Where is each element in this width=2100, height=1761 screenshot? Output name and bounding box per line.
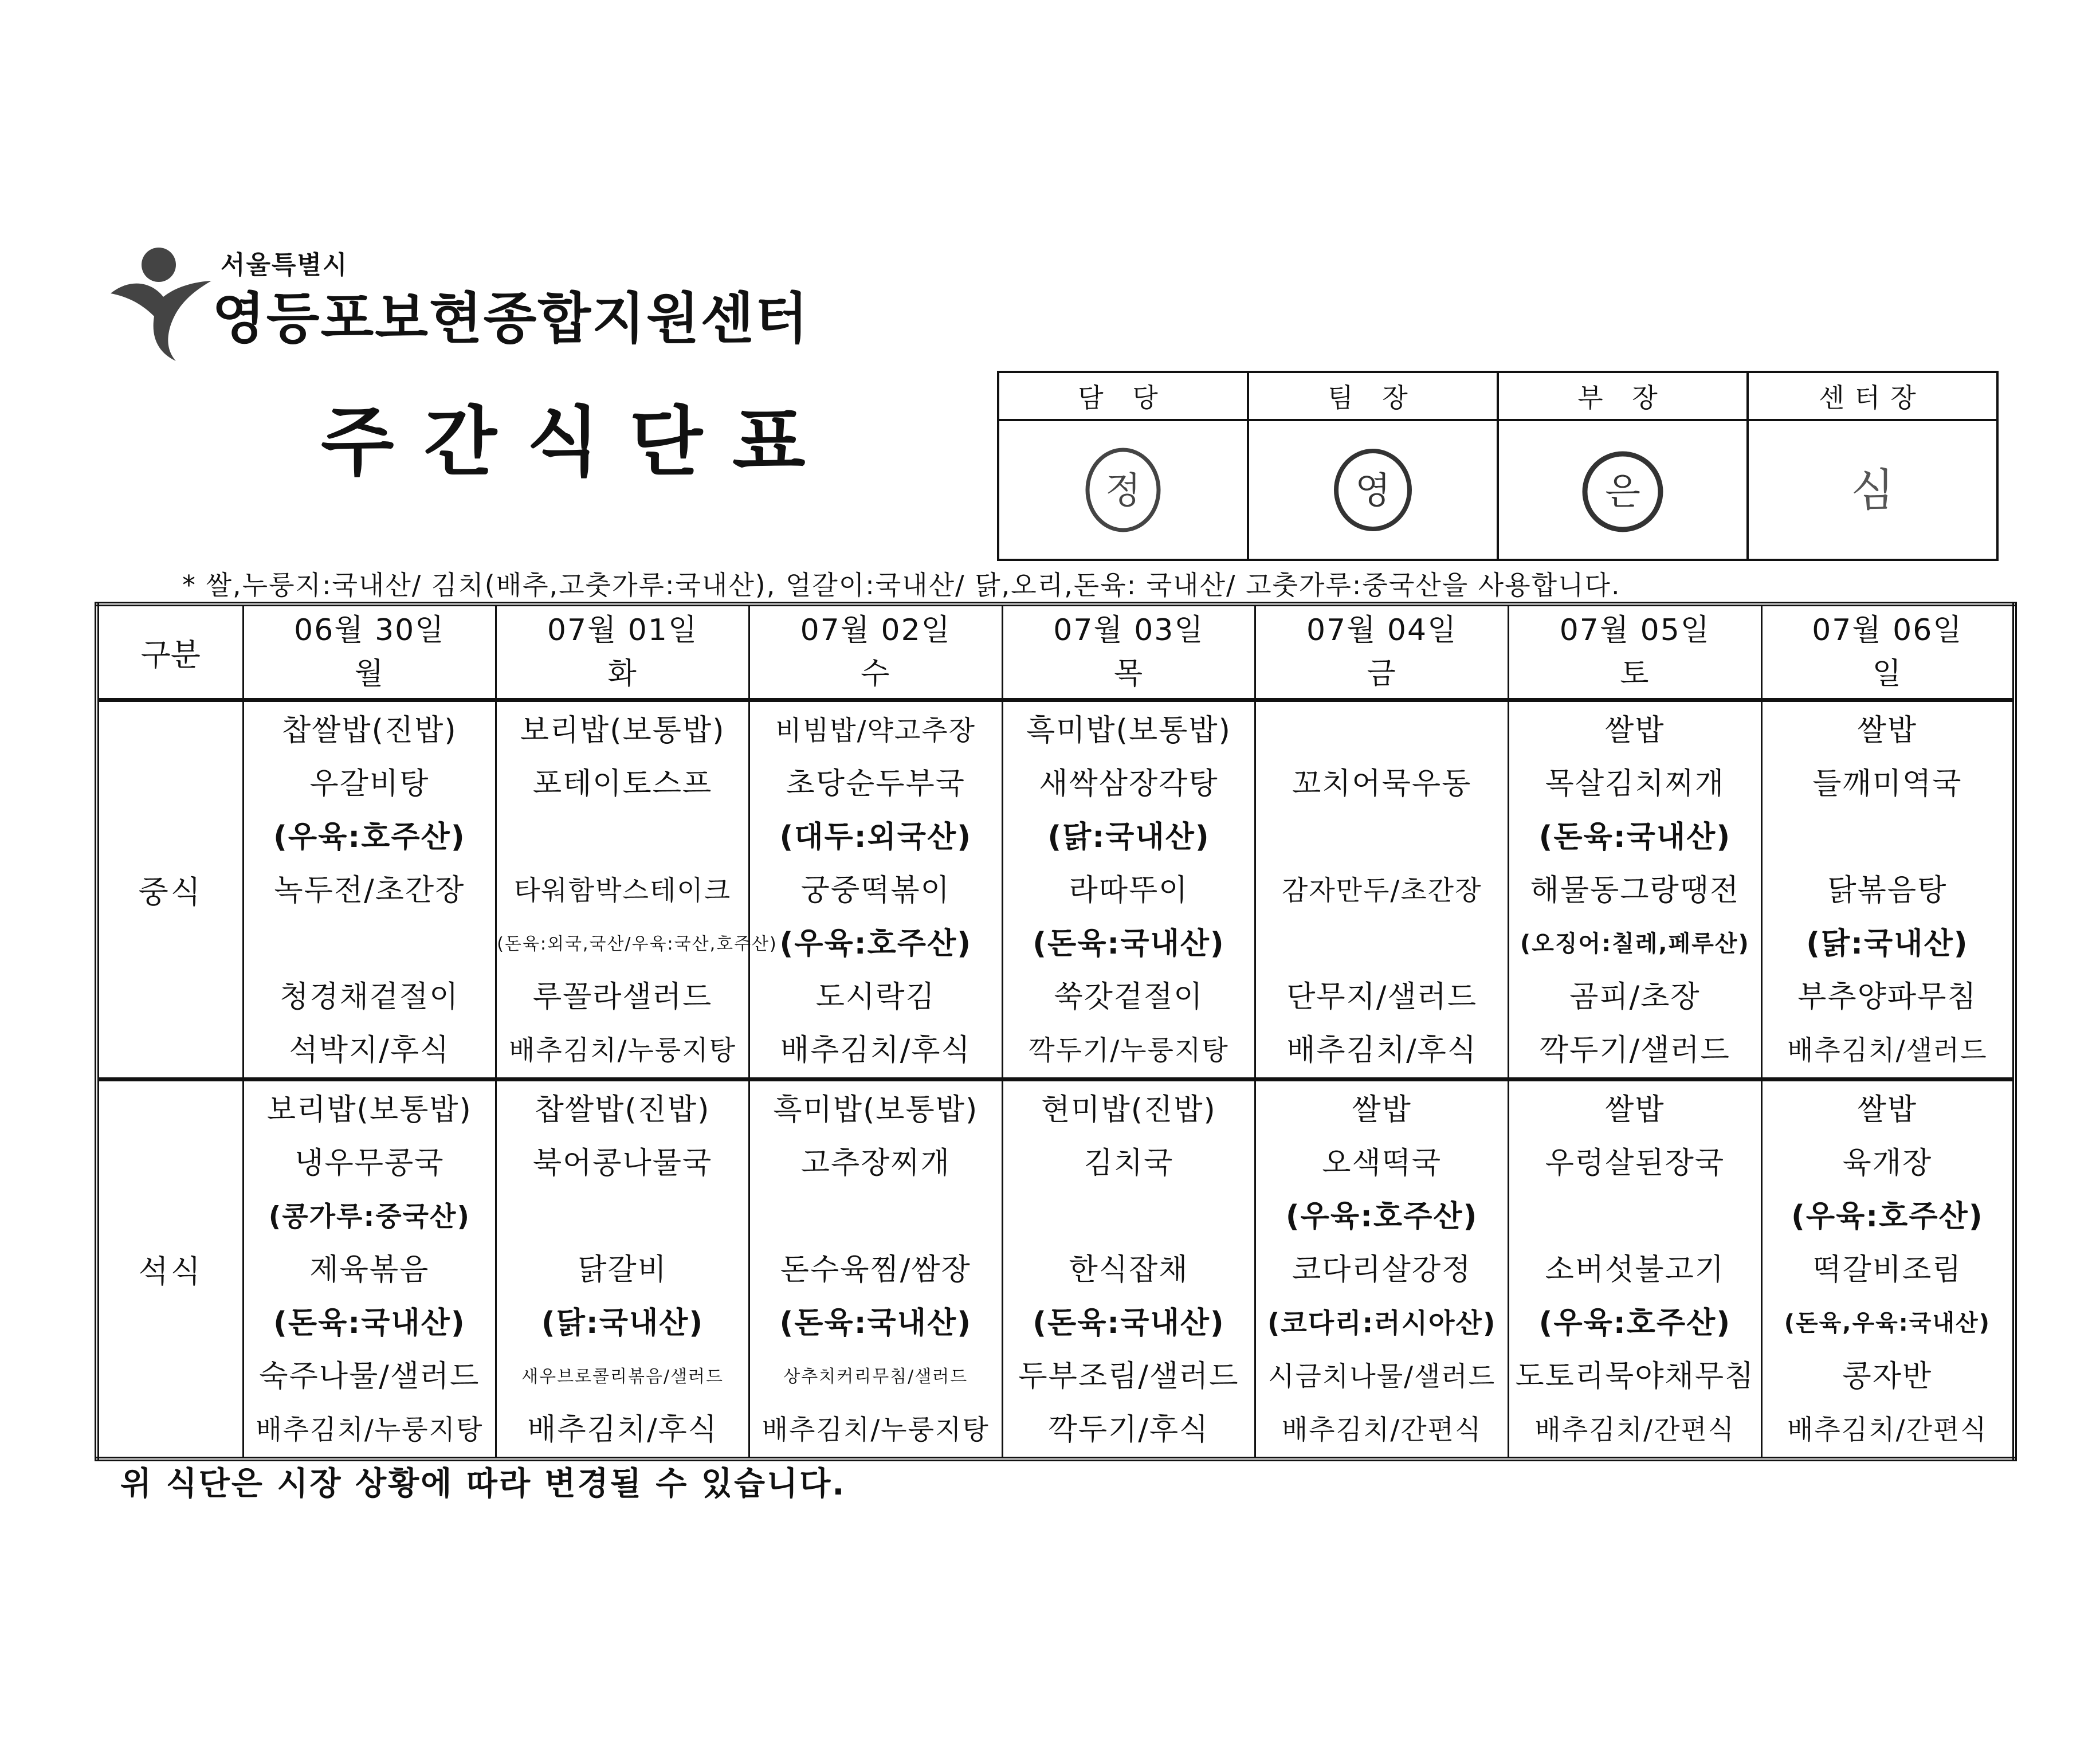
day-date: 06월 30일 [294,613,445,648]
menu-line: 제육볶음 [309,1253,430,1287]
menu-line: 상추치커리무침/샐러드 [783,1367,968,1387]
menu-line: 흑미밥(보통밥) [773,1093,979,1127]
origin-line: (우육:호주산) [1791,1199,1984,1234]
person-logo-icon [106,241,215,361]
header-category: 구분 [97,604,243,700]
menu-line: 콩자반 [1842,1359,1933,1394]
origin-line: (돈육:국내산) [779,1306,972,1340]
day-header [496,604,749,700]
origin-line: (돈육,우육:국내산) [1784,1310,1991,1336]
menu-line [1256,811,1508,864]
menu-cell [1509,1080,1762,1460]
menu-cell [1761,1080,2015,1460]
menu-line: 고추장찌개 [800,1146,951,1180]
menu-line: 녹두전/초간장 [274,873,465,908]
lunch-row [97,700,2015,1080]
origin-line: (오징어:칠레,페루산) [1520,931,1750,957]
menu-cell [749,700,1002,1080]
menu-line: 떡갈비조림 [1812,1253,1962,1287]
menu-line: 감자만두/초간장 [1281,875,1482,907]
menu-line: 오색떡국 [1322,1146,1442,1180]
menu-line: 닭볶음탕 [1827,873,1948,908]
day-weekday: 일 [1872,657,1902,691]
menu-line: 닭갈비 [578,1253,668,1287]
menu-cell [749,1080,1002,1460]
menu-line: 석박지/후식 [289,1033,450,1068]
day-weekday: 수 [861,657,891,691]
menu-line: 쑥갓겉절이 [1054,980,1204,1014]
day-date: 07월 04일 [1306,613,1458,648]
menu-line: 보리밥(보통밥) [520,713,725,748]
menu-line: 찹쌀밥(진밥) [281,713,457,748]
menu-line: 배추김치/간편식 [1787,1414,1988,1446]
origin-line: (대두:외국산) [779,820,972,854]
day-header [1509,604,1762,700]
origin-note: * 쌀,누룽지:국내산/ 김치(배추,고춧가루:국내산), 얼갈이:국내산/ 닭,오리,돈육: 국내산/ 고춧가루:중국산을 사용합니다. [182,570,1621,601]
day-date: 07월 06일 [1812,613,1963,648]
menu-line: 타워함박스테이크 [513,875,732,907]
menu-line: 현미밥(진밥) [1041,1093,1216,1127]
menu-line: 배추김치/누룽지탕 [256,1414,484,1446]
menu-line: 꼬치어묵우동 [1292,767,1472,801]
origin-line: (우육:호주산) [1538,1306,1732,1340]
origin-line: (콩가루:중국산) [268,1201,470,1233]
menu-line: 숙주나물/샐러드 [259,1359,480,1394]
menu-line: 배추김치/간편식 [1281,1414,1482,1446]
origin-line: (돈육:국내산) [1033,1306,1225,1340]
menu-line: 포테이토스프 [532,767,713,801]
origin-line: (돈육:국내산) [1538,820,1732,854]
menu-line: 쌀밥 [1857,1093,1918,1127]
menu-line: 깍두기/후식 [1048,1413,1210,1447]
origin-line: (돈육:외국,국산/우육:국산,호주산) [497,934,778,954]
menu-line: 코다리살강정 [1292,1253,1472,1287]
weekly-menu-table [95,602,2017,1461]
seal-stamp-icon [1330,447,1416,533]
svg-text:정: 정 [1105,470,1141,512]
approval-role-manager: 부 장 [1498,372,1748,420]
day-weekday: 목 [1113,657,1144,691]
origin-line: (돈육:국내산) [1033,927,1225,961]
menu-line: 보리밥(보통밥) [266,1093,472,1127]
origin-line: (우육:호주산) [273,820,466,854]
menu-line: 쌀밥 [1352,1093,1412,1127]
origin-line: (코다리:러시아산) [1267,1308,1497,1339]
meal-label-dinner: 석식 [97,1080,243,1460]
menu-cell [496,1080,749,1460]
menu-cell [1255,1080,1509,1460]
day-weekday: 월 [354,657,384,691]
origin-line: (닭:국내산) [1806,927,1969,961]
signature-mark-icon [1830,447,1915,533]
menu-line: 라따뚜이 [1069,873,1189,908]
menu-line: 새싹삼장각탕 [1039,767,1219,801]
menu-line: 도시락김 [815,980,936,1014]
dinner-row [97,1080,2015,1460]
day-date: 07월 03일 [1053,613,1204,648]
day-header [1761,604,2015,700]
menu-line: 들깨미역국 [1812,767,1962,801]
svg-text:은: 은 [1605,471,1640,513]
logo-subtitle: 서울특별시 [221,250,348,280]
menu-line: 두부조림/샐러드 [1018,1359,1239,1394]
menu-line: 새우브로콜리볶음/샐러드 [521,1367,724,1387]
menu-line: 깍두기/샐러드 [1539,1033,1730,1068]
change-notice: 위 식단은 시장 상황에 따라 변경될 수 있습니다. [120,1465,846,1503]
menu-line: 우갈비탕 [309,767,430,801]
menu-line: 배추김치/후식 [780,1033,971,1068]
origin-line: (우육:호주산) [779,927,972,961]
menu-line [497,1190,748,1244]
menu-line: 쌀밥 [1605,713,1665,748]
day-weekday: 토 [1620,657,1650,691]
origin-line: (돈육:국내산) [273,1306,466,1340]
approval-box [997,371,1999,561]
seal-stamp-icon [1080,447,1166,533]
menu-line: 궁중떡볶이 [800,873,951,908]
menu-line: 목살김치찌개 [1545,767,1725,801]
menu-line: 배추김치/간편식 [1534,1414,1736,1446]
svg-text:영: 영 [1355,470,1391,512]
menu-cell [243,700,496,1080]
menu-line: 돈수육찜/쌈장 [780,1253,971,1287]
menu-line [1509,1190,1761,1244]
day-header [1255,604,1509,700]
menu-line [1256,704,1508,758]
menu-line [1763,811,2012,864]
menu-line [750,1190,1002,1244]
menu-line: 깍두기/누룽지탕 [1029,1035,1229,1066]
menu-line [1256,917,1508,971]
day-header [243,604,496,700]
menu-line: 비빔밥/약고추장 [775,715,976,747]
day-date: 07월 05일 [1559,613,1711,648]
menu-line: 청경채겉절이 [280,980,460,1014]
menu-line: 소버섯불고기 [1545,1253,1725,1287]
center-logo [106,241,810,361]
svg-text:심: 심 [1851,465,1894,516]
menu-line: 쌀밥 [1857,713,1918,748]
menu-line: 북어콩나물국 [532,1146,713,1180]
menu-line: 김치국 [1084,1146,1174,1180]
origin-line: (우육:호주산) [1285,1199,1478,1234]
menu-line [244,917,496,971]
menu-line: 쌀밥 [1605,1093,1665,1127]
menu-line: 우렁살된장국 [1545,1146,1725,1180]
menu-line: 시금치나물/샐러드 [1268,1361,1496,1393]
approval-sign-director [1748,420,1997,560]
day-weekday: 화 [607,657,638,691]
menu-line [497,811,748,864]
menu-line: 흑미밥(보통밥) [1026,713,1231,748]
menu-line: 루꼴라샐러드 [532,980,713,1014]
menu-cell [243,1080,496,1460]
menu-line: 도토리묵야채무침 [1515,1359,1755,1394]
seal-stamp-icon [1580,447,1666,533]
day-header [1002,604,1255,700]
day-weekday: 금 [1367,657,1397,691]
day-header [749,604,1002,700]
approval-role-director: 센터장 [1748,372,1997,420]
menu-cell [1761,700,2015,1080]
menu-line: 단무지/샐러드 [1286,980,1478,1014]
menu-line: 해물동그랑땡전 [1530,873,1740,908]
menu-line: 배추김치/누룽지탕 [509,1035,737,1066]
menu-line: 배추김치/샐러드 [1787,1035,1988,1066]
menu-cell [1002,1080,1255,1460]
approval-sign-manager [1498,420,1748,560]
approval-role-team-leader: 팀 장 [1248,372,1498,420]
approval-sign-staff [998,420,1248,560]
menu-line: 한식잡채 [1069,1253,1189,1287]
menu-line: 육개장 [1842,1146,1933,1180]
menu-cell [496,700,778,1080]
approval-role-staff: 담 당 [998,372,1248,420]
menu-line: 곰피/초장 [1569,980,1701,1014]
menu-line: 배추김치/후식 [1286,1033,1478,1068]
day-date: 07월 02일 [800,613,951,648]
approval-sign-team-leader [1248,420,1498,560]
menu-line: 냉우무콩국 [295,1146,445,1180]
logo-center-name: 영등포보현종합지원센터 [212,287,810,351]
menu-line: 부추양파무침 [1797,980,1977,1014]
menu-line: 찹쌀밥(진밥) [535,1093,711,1127]
day-date: 07월 01일 [547,613,698,648]
menu-line: 배추김치/누룽지탕 [762,1414,990,1446]
menu-line [1003,1190,1255,1244]
origin-line: (닭:국내산) [1047,820,1210,854]
menu-line: 배추김치/후식 [527,1413,719,1447]
menu-line: 초당순두부국 [786,767,965,801]
origin-line: (닭:국내산) [541,1306,704,1340]
menu-cell [1255,700,1509,1080]
menu-cell [1002,700,1255,1080]
page-title: 주간식단표 [321,398,835,487]
menu-cell [1509,700,1762,1080]
meal-label-lunch: 중식 [97,700,243,1080]
